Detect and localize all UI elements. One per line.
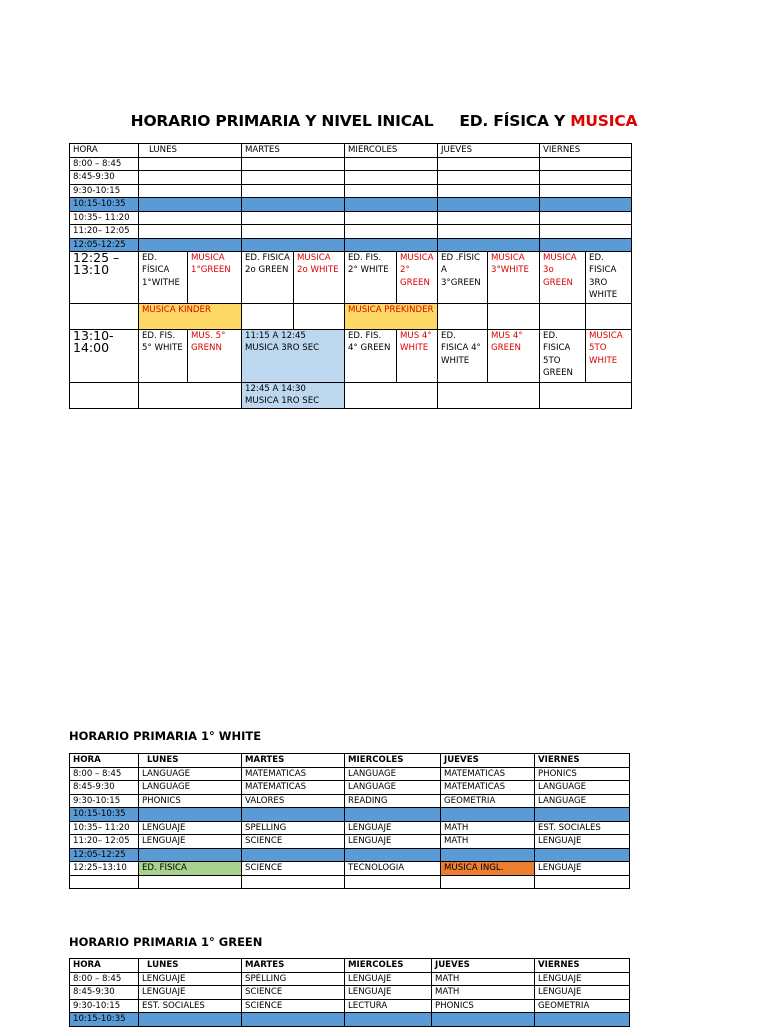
header-cell: VIERNES xyxy=(535,754,630,768)
table-cell: GEOMETRIA xyxy=(441,794,535,808)
table-cell xyxy=(438,184,540,198)
header-cell: HORA xyxy=(70,144,139,158)
table-cell xyxy=(139,211,242,225)
class-cell: MÚSICA 1°GREEN xyxy=(188,252,242,304)
time-cell: 12:25 – 13:10 xyxy=(70,252,139,304)
class-cell: MUSICA 2° GREEN xyxy=(397,252,438,304)
class-cell: ED. FISICA 3RO WHITE xyxy=(586,252,632,304)
table-row xyxy=(70,304,632,330)
table-cell xyxy=(139,848,242,862)
table-cell: LENGUAJE xyxy=(139,986,242,1000)
table-cell: 9:30-10:15 xyxy=(70,794,139,808)
table-cell xyxy=(586,304,632,330)
header-cell: MIERCOLES xyxy=(345,959,432,973)
table-cell: 8:00 – 8:45 xyxy=(70,972,139,986)
class-cell: MUSICA 2o WHITE xyxy=(294,252,345,304)
table-cell xyxy=(242,184,345,198)
table-cell: MATEMATICAS xyxy=(441,767,535,781)
class-cell: 12:45 A 14:30 MUSICA 1RO SEC xyxy=(242,383,345,409)
table-row xyxy=(70,157,632,171)
table-row xyxy=(70,383,632,409)
table-cell: SPELLING xyxy=(242,821,345,835)
table-cell xyxy=(441,848,535,862)
table-cell: LANGUAGE xyxy=(139,767,242,781)
section-title-1-green: HORARIO PRIMARIA 1° GREEN xyxy=(69,935,263,949)
table-cell xyxy=(139,225,242,239)
table-cell xyxy=(139,876,242,889)
header-cell: LUNES xyxy=(139,754,242,768)
time-cell: 8:45-9:30 xyxy=(70,171,139,185)
table-cell xyxy=(345,157,438,171)
table-cell: 10:15-10:35 xyxy=(70,1013,139,1027)
table-cell: LENGUAJE xyxy=(345,835,441,849)
table-cell: LENGUAJE xyxy=(535,986,630,1000)
table-cell xyxy=(438,171,540,185)
break-row xyxy=(70,238,632,252)
table-cell: SCIENCE xyxy=(242,986,345,1000)
table-cell xyxy=(242,876,345,889)
header-cell: HORA xyxy=(70,754,139,768)
table-cell: EST. SOCIALES xyxy=(139,999,242,1013)
table-cell xyxy=(242,198,345,212)
table-cell xyxy=(540,198,632,212)
table-cell xyxy=(139,238,242,252)
table-cell xyxy=(438,238,540,252)
class-cell: 11:15 A 12:45 MUSICA 3RO SEC xyxy=(242,330,345,383)
table-cell: PHONICS xyxy=(139,794,242,808)
table-cell: EST. SOCIALES xyxy=(535,821,630,835)
table-cell: LENGUAJE xyxy=(535,862,630,876)
table-cell: 11:20– 12:05 xyxy=(70,835,139,849)
time-cell: 13:10-14:00 xyxy=(70,330,139,383)
header-cell: MARTES xyxy=(242,144,345,158)
table-cell: VALORES xyxy=(242,794,345,808)
music-cell: MÚSICA INGL. xyxy=(441,862,535,876)
table-cell: LANGUAGE xyxy=(345,767,441,781)
table-row xyxy=(70,781,630,795)
class-cell: ED. FISICA 4° WHITE xyxy=(438,330,488,383)
table-cell xyxy=(242,171,345,185)
table-cell: SCIENCE xyxy=(242,999,345,1013)
table-cell: 12:25–13:10 xyxy=(70,862,139,876)
header-cell: MIERCOLES xyxy=(345,754,441,768)
kinder-cell: MUSICA KINDER xyxy=(139,304,242,330)
class-cell: MUS. 5° GRENN xyxy=(188,330,242,383)
table-cell: LANGUAGE xyxy=(535,781,630,795)
table-cell xyxy=(438,225,540,239)
table-cell xyxy=(540,184,632,198)
table-cell: MATEMATICAS xyxy=(242,767,345,781)
table-cell xyxy=(242,157,345,171)
table-cell: PHONICS xyxy=(535,767,630,781)
table-cell xyxy=(345,198,438,212)
table-cell xyxy=(345,171,438,185)
class-cell: ED. FÍSICA 1°WITHE xyxy=(139,252,188,304)
table-cell xyxy=(540,171,632,185)
table-row xyxy=(70,821,630,835)
table-cell: SCIENCE xyxy=(242,862,345,876)
table-row xyxy=(70,986,630,1000)
table-cell: 10:35– 11:20 xyxy=(70,821,139,835)
page-title xyxy=(0,112,768,130)
table-cell: LECTURA xyxy=(345,999,432,1013)
table-row xyxy=(70,252,632,304)
table-row xyxy=(70,972,630,986)
prekinder-cell: MUSICA PREKINDER xyxy=(345,304,438,330)
table-row xyxy=(70,767,630,781)
header-cell: LUNES xyxy=(139,144,242,158)
table-row xyxy=(70,794,630,808)
break-row xyxy=(70,808,630,822)
title-part1: HORARIO PRIMARIA Y NIVEL INICAL xyxy=(130,112,434,130)
table-cell xyxy=(535,808,630,822)
table-cell: MATH xyxy=(432,972,535,986)
header-cell: MARTES xyxy=(242,959,345,973)
table-cell xyxy=(540,383,632,409)
table-cell xyxy=(345,808,441,822)
table-row xyxy=(70,835,630,849)
table-cell: 8:45-9:30 xyxy=(70,781,139,795)
class-cell: MÚSICA 3°WHITE xyxy=(488,252,540,304)
table-cell xyxy=(540,304,586,330)
table-cell xyxy=(438,211,540,225)
header-cell: HORA xyxy=(70,959,139,973)
table-cell: MATH xyxy=(441,835,535,849)
table-cell xyxy=(242,211,345,225)
table-cell xyxy=(441,876,535,889)
table-row xyxy=(70,171,632,185)
time-cell: 11:20– 12:05 xyxy=(70,225,139,239)
table-cell xyxy=(139,808,242,822)
time-cell: 10:15-10:35 xyxy=(70,198,139,212)
header-cell: MIERCOLES xyxy=(345,144,438,158)
table-cell xyxy=(535,848,630,862)
table-cell: LENGUAJE xyxy=(345,821,441,835)
table-row xyxy=(70,999,630,1013)
table-cell: LENGUAJE xyxy=(535,835,630,849)
class-cell: ED. FIS. 4° GREEN xyxy=(345,330,397,383)
table-cell xyxy=(345,211,438,225)
schedule-table-general xyxy=(69,143,632,409)
table-cell: 9:30-10:15 xyxy=(70,999,139,1013)
time-cell: 12:05-12:25 xyxy=(70,238,139,252)
table-cell xyxy=(438,304,488,330)
class-cell: ED. FIS. 2° WHITE xyxy=(345,252,397,304)
table-cell xyxy=(438,157,540,171)
table-cell xyxy=(242,808,345,822)
header-cell: VIERNES xyxy=(540,144,632,158)
header-row xyxy=(70,144,632,158)
table-cell xyxy=(488,304,540,330)
class-cell: ED. FISICA 5TO GREEN xyxy=(540,330,586,383)
header-row xyxy=(70,959,630,973)
table-cell: 10:15-10:35 xyxy=(70,808,139,822)
pe-cell: ED. FÍSICA xyxy=(139,862,242,876)
class-cell: ED. FISICA 2o GREEN xyxy=(242,252,294,304)
table-cell: LENGUAJE xyxy=(139,835,242,849)
schedule-table-1-white xyxy=(69,753,630,889)
table-cell: READING xyxy=(345,794,441,808)
table-cell: SCIENCE xyxy=(242,835,345,849)
class-cell: ED .FÍSIC A 3°GREEN xyxy=(438,252,488,304)
table-cell xyxy=(345,848,441,862)
table-cell xyxy=(345,383,438,409)
header-row xyxy=(70,754,630,768)
table-cell xyxy=(345,225,438,239)
class-cell: ED. FIS. 5° WHITE xyxy=(139,330,188,383)
table-cell: LANGUAGE xyxy=(345,781,441,795)
table-cell xyxy=(294,304,345,330)
table-cell: MATH xyxy=(441,821,535,835)
header-cell: LUNES xyxy=(139,959,242,973)
table-cell: LANGUAGE xyxy=(139,781,242,795)
header-cell: JUEVES xyxy=(432,959,535,973)
break-row xyxy=(70,198,632,212)
table-cell: LANGUAGE xyxy=(535,794,630,808)
header-cell: MARTES xyxy=(242,754,345,768)
table-cell xyxy=(70,304,139,330)
table-row xyxy=(70,876,630,889)
table-cell: MATEMATICAS xyxy=(441,781,535,795)
table-cell: 8:45-9:30 xyxy=(70,986,139,1000)
table-cell xyxy=(139,157,242,171)
table-row xyxy=(70,330,632,383)
table-cell: GEOMETRIA xyxy=(535,999,630,1013)
table-cell: MATH xyxy=(432,986,535,1000)
table-cell: SPELLING xyxy=(242,972,345,986)
table-cell xyxy=(540,238,632,252)
table-cell: LENGUAJE xyxy=(139,972,242,986)
table-cell: LENGUAJE xyxy=(345,986,432,1000)
table-cell xyxy=(441,808,535,822)
table-cell xyxy=(139,184,242,198)
table-cell: MATEMATICAS xyxy=(242,781,345,795)
table-cell: 12:05-12:25 xyxy=(70,848,139,862)
table-cell: LENGUAJE xyxy=(535,972,630,986)
table-cell: 8:00 – 8:45 xyxy=(70,767,139,781)
table-cell: PHONICS xyxy=(432,999,535,1013)
header-cell: JUEVES xyxy=(438,144,540,158)
table-row xyxy=(70,211,632,225)
class-cell: MUS 4° GREEN xyxy=(488,330,540,383)
table-cell xyxy=(70,383,139,409)
time-cell: 8:00 – 8:45 xyxy=(70,157,139,171)
table-cell: LENGUAJE xyxy=(345,972,432,986)
time-cell: 9:30-10:15 xyxy=(70,184,139,198)
break-row xyxy=(70,848,630,862)
table-cell xyxy=(139,171,242,185)
class-cell: MÚSICA 3o GREEN xyxy=(540,252,586,304)
table-cell xyxy=(139,198,242,212)
table-cell xyxy=(438,383,540,409)
table-cell xyxy=(242,225,345,239)
title-part2: ED. FÍSICA Y xyxy=(459,112,565,130)
table-cell: TECNOLOGIA xyxy=(345,862,441,876)
table-row xyxy=(70,225,632,239)
table-cell xyxy=(345,876,441,889)
table-cell xyxy=(242,238,345,252)
table-cell: LENGUAJE xyxy=(139,821,242,835)
table-cell xyxy=(438,198,540,212)
table-cell xyxy=(70,876,139,889)
title-part3: MUSICA xyxy=(570,112,638,130)
table-cell xyxy=(540,211,632,225)
table-cell xyxy=(242,304,294,330)
time-cell: 10:35– 11:20 xyxy=(70,211,139,225)
table-row xyxy=(70,184,632,198)
table-cell xyxy=(242,848,345,862)
header-cell: JUEVES xyxy=(441,754,535,768)
table-row xyxy=(70,862,630,876)
schedule-table-1-green xyxy=(69,958,630,1027)
table-cell xyxy=(540,225,632,239)
table-cell xyxy=(345,184,438,198)
class-cell: MUSICA 5TO WHITE xyxy=(586,330,632,383)
table-cell xyxy=(535,876,630,889)
class-cell: MUS 4° WHITE xyxy=(397,330,438,383)
table-cell xyxy=(345,238,438,252)
header-cell: VIERNES xyxy=(535,959,630,973)
section-title-1-white: HORARIO PRIMARIA 1° WHITE xyxy=(69,729,262,743)
table-cell xyxy=(139,383,242,409)
table-cell xyxy=(540,157,632,171)
